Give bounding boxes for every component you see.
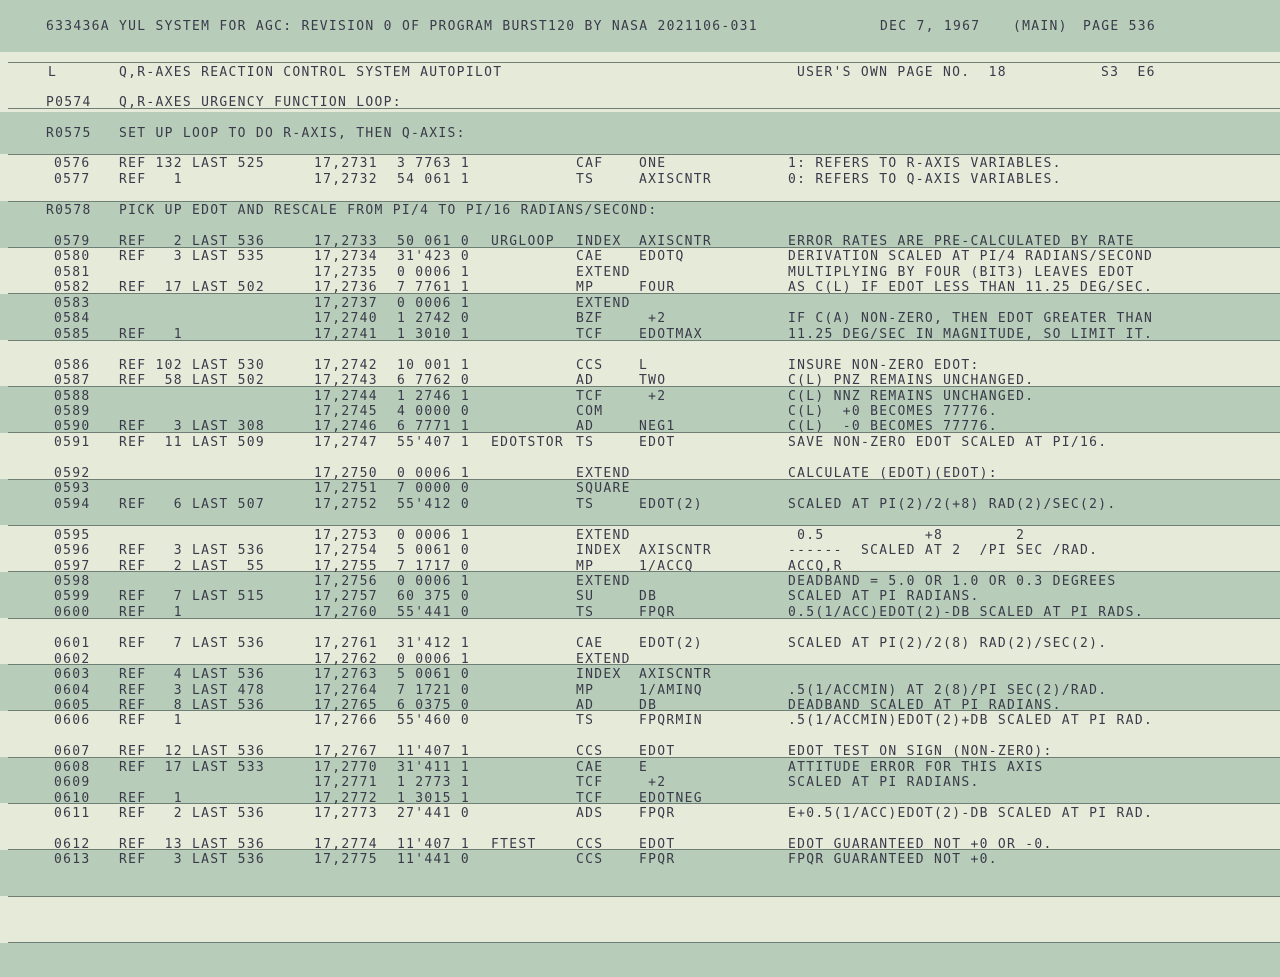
ref-info: REF 12 LAST 536 — [119, 744, 266, 759]
section-code: S3 E6 — [1101, 65, 1156, 80]
address: 17,2755 — [314, 559, 378, 574]
comment: DEADBAND SCALED AT PI RADIANS. — [788, 698, 1062, 713]
octal-word: 7 7761 1 — [397, 280, 471, 295]
line-number: 0608 — [54, 760, 91, 775]
ref-info: REF 2 LAST 536 — [119, 234, 266, 249]
address: 17,2750 — [314, 466, 378, 481]
line-number: 0604 — [54, 683, 91, 698]
operand: AXISCNTR — [639, 667, 713, 682]
address: 17,2756 — [314, 574, 378, 589]
symbol-label: URGLOOP — [491, 234, 555, 249]
octal-word: 1 2773 1 — [397, 775, 471, 790]
line-number: 0595 — [54, 528, 91, 543]
rule-line — [8, 896, 1280, 897]
octal-word: 0 0006 1 — [397, 652, 471, 667]
address: 17,2774 — [314, 837, 378, 852]
address: 17,2740 — [314, 311, 378, 326]
opcode: INDEX — [576, 234, 622, 249]
octal-word: 1 3015 1 — [397, 791, 471, 806]
address: 17,2767 — [314, 744, 378, 759]
opcode: CAF — [576, 156, 604, 171]
listing-page-number: PAGE 536 — [1083, 19, 1157, 34]
comment: EDOT TEST ON SIGN (NON-ZERO): — [788, 744, 1053, 759]
symbol-label: FTEST — [491, 837, 537, 852]
opcode: EXTEND — [576, 574, 631, 589]
ref-info: REF 6 LAST 507 — [119, 497, 266, 512]
address: 17,2743 — [314, 373, 378, 388]
line-number: 0582 — [54, 280, 91, 295]
comment: SCALED AT PI RADIANS. — [788, 775, 980, 790]
operand: +2 — [639, 311, 667, 326]
operand: +2 — [639, 389, 667, 404]
remark-text: PICK UP EDOT AND RESCALE FROM PI/4 TO PI/16 RADIANS/SECOND: — [119, 203, 658, 218]
octal-word: 6 0375 0 — [397, 698, 471, 713]
comment: CALCULATE (EDOT)(EDOT): — [788, 466, 998, 481]
opcode: CCS — [576, 837, 604, 852]
opcode: CCS — [576, 744, 604, 759]
octal-word: 55'407 1 — [397, 435, 471, 450]
comment: ACCQ,R — [788, 559, 843, 574]
operand: FPQRMIN — [639, 713, 703, 728]
line-number: 0607 — [54, 744, 91, 759]
address: 17,2765 — [314, 698, 378, 713]
opcode: EXTEND — [576, 466, 631, 481]
comment: 1: REFERS TO R-AXIS VARIABLES. — [788, 156, 1062, 171]
operand: L — [639, 358, 649, 373]
rule-line — [8, 154, 1280, 155]
operand: AXISCNTR — [639, 234, 713, 249]
opcode: MP — [576, 683, 595, 698]
listing-title: Q,R-AXES REACTION CONTROL SYSTEM AUTOPILOT — [119, 65, 503, 80]
operand: 1/AMINQ — [639, 683, 703, 698]
opcode: SQUARE — [576, 481, 631, 496]
octal-word: 5 0061 0 — [397, 667, 471, 682]
octal-word: 11'441 0 — [397, 852, 471, 867]
address: 17,2757 — [314, 589, 378, 604]
opcode: CAE — [576, 760, 604, 775]
opcode: CAE — [576, 249, 604, 264]
opcode: COM — [576, 404, 604, 419]
rule-line — [8, 664, 1280, 665]
line-number: 0611 — [54, 806, 91, 821]
ref-info: REF 1 — [119, 713, 183, 728]
opcode: MP — [576, 559, 595, 574]
listing-type: L — [48, 65, 58, 80]
octal-word: 1 2742 0 — [397, 311, 471, 326]
line-number: 0600 — [54, 605, 91, 620]
address: 17,2753 — [314, 528, 378, 543]
address: 17,2745 — [314, 404, 378, 419]
comment: AS C(L) IF EDOT LESS THAN 11.25 DEG/SEC. — [788, 280, 1154, 295]
ref-info: REF 17 LAST 502 — [119, 280, 266, 295]
opcode: MP — [576, 280, 595, 295]
opcode: BZF — [576, 311, 604, 326]
operand: ONE — [639, 156, 667, 171]
ref-info: REF 132 LAST 525 — [119, 156, 266, 171]
comment: C(L) NNZ REMAINS UNCHANGED. — [788, 389, 1035, 404]
address: 17,2733 — [314, 234, 378, 249]
operand: FPQR — [639, 852, 676, 867]
address: 17,2752 — [314, 497, 378, 512]
opcode: CCS — [576, 852, 604, 867]
operand: EDOTMAX — [639, 327, 703, 342]
opcode: SU — [576, 589, 595, 604]
remark-id: R0575 — [46, 126, 92, 141]
opcode: INDEX — [576, 543, 622, 558]
operand: AXISCNTR — [639, 543, 713, 558]
comment: 0: REFERS TO Q-AXIS VARIABLES. — [788, 172, 1062, 187]
ref-info: REF 3 LAST 535 — [119, 249, 266, 264]
line-number: 0591 — [54, 435, 91, 450]
comment: SCALED AT PI(2)/2(8) RAD(2)/SEC(2). — [788, 636, 1108, 651]
address: 17,2735 — [314, 265, 378, 280]
listing-job-header: 633436A YUL SYSTEM FOR AGC: REVISION 0 OF PROGRAM BURST120 BY NASA 2021106-031 — [46, 19, 758, 34]
comment: IF C(A) NON-ZERO, THEN EDOT GREATER THAN — [788, 311, 1154, 326]
address: 17,2763 — [314, 667, 378, 682]
comment: MULTIPLYING BY FOUR (BIT3) LEAVES EDOT — [788, 265, 1135, 280]
line-number: 0592 — [54, 466, 91, 481]
address: 17,2747 — [314, 435, 378, 450]
address: 17,2736 — [314, 280, 378, 295]
ref-info: REF 3 LAST 478 — [119, 683, 266, 698]
line-number: 0576 — [54, 156, 91, 171]
remark-id: P0574 — [46, 95, 92, 110]
operand: DB — [639, 698, 658, 713]
comment: INSURE NON-ZERO EDOT: — [788, 358, 980, 373]
address: 17,2744 — [314, 389, 378, 404]
address: 17,2746 — [314, 419, 378, 434]
line-number: 0579 — [54, 234, 91, 249]
operand: E — [639, 760, 649, 775]
ref-info: REF 3 LAST 536 — [119, 543, 266, 558]
address: 17,2760 — [314, 605, 378, 620]
comment: SAVE NON-ZERO EDOT SCALED AT PI/16. — [788, 435, 1108, 450]
opcode: AD — [576, 698, 595, 713]
line-number: 0603 — [54, 667, 91, 682]
opcode: ADS — [576, 806, 604, 821]
ref-info: REF 1 — [119, 327, 183, 342]
rule-line — [8, 201, 1280, 202]
ref-info: REF 7 LAST 515 — [119, 589, 266, 604]
remark-text: Q,R-AXES URGENCY FUNCTION LOOP: — [119, 95, 402, 110]
address: 17,2770 — [314, 760, 378, 775]
operand: 1/ACCQ — [639, 559, 694, 574]
listing-date: DEC 7, 1967 — [880, 19, 981, 34]
comment: ATTITUDE ERROR FOR THIS AXIS — [788, 760, 1044, 775]
comment: EDOT GUARANTEED NOT +0 OR -0. — [788, 837, 1053, 852]
operand: FPQR — [639, 605, 676, 620]
octal-word: 0 0006 1 — [397, 466, 471, 481]
line-number: 0599 — [54, 589, 91, 604]
operand: AXISCNTR — [639, 172, 713, 187]
octal-word: 11'407 1 — [397, 837, 471, 852]
line-number: 0588 — [54, 389, 91, 404]
opcode: AD — [576, 419, 595, 434]
ref-info: REF 17 LAST 533 — [119, 760, 266, 775]
opcode: EXTEND — [576, 296, 631, 311]
opcode: CCS — [576, 358, 604, 373]
paper-band — [0, 896, 1280, 943]
comment: SCALED AT PI RADIANS. — [788, 589, 980, 604]
comment: ERROR RATES ARE PRE-CALCULATED BY RATE — [788, 234, 1135, 249]
address: 17,2773 — [314, 806, 378, 821]
comment: SCALED AT PI(2)/2(+8) RAD(2)/SEC(2). — [788, 497, 1117, 512]
octal-word: 4 0000 0 — [397, 404, 471, 419]
operand: EDOT(2) — [639, 636, 703, 651]
ref-info: REF 3 LAST 536 — [119, 852, 266, 867]
address: 17,2741 — [314, 327, 378, 342]
line-number: 0584 — [54, 311, 91, 326]
comment: .5(1/ACCMIN) AT 2(8)/PI SEC(2)/RAD. — [788, 683, 1108, 698]
octal-word: 7 0000 0 — [397, 481, 471, 496]
line-number: 0597 — [54, 559, 91, 574]
opcode: TCF — [576, 389, 604, 404]
octal-word: 27'441 0 — [397, 806, 471, 821]
opcode: CAE — [576, 636, 604, 651]
operand: EDOTQ — [639, 249, 685, 264]
rule-line — [8, 942, 1280, 943]
ref-info: REF 1 — [119, 791, 183, 806]
operand: EDOT — [639, 837, 676, 852]
line-number: 0580 — [54, 249, 91, 264]
address: 17,2761 — [314, 636, 378, 651]
line-number: 0601 — [54, 636, 91, 651]
octal-word: 55'460 0 — [397, 713, 471, 728]
address: 17,2737 — [314, 296, 378, 311]
opcode: TS — [576, 172, 595, 187]
opcode: TCF — [576, 775, 604, 790]
octal-word: 1 3010 1 — [397, 327, 471, 342]
line-number: 0612 — [54, 837, 91, 852]
line-number: 0598 — [54, 574, 91, 589]
comment: 0.5 +8 2 — [788, 528, 1026, 543]
comment: ------ SCALED AT 2 /PI SEC /RAD. — [788, 543, 1099, 558]
opcode: TCF — [576, 791, 604, 806]
ref-info: REF 8 LAST 536 — [119, 698, 266, 713]
octal-word: 3 7763 1 — [397, 156, 471, 171]
octal-word: 31'411 1 — [397, 760, 471, 775]
ref-info: REF 3 LAST 308 — [119, 419, 266, 434]
octal-word: 0 0006 1 — [397, 296, 471, 311]
opcode: TS — [576, 497, 595, 512]
operand: NEG1 — [639, 419, 676, 434]
opcode: TS — [576, 605, 595, 620]
line-number: 0590 — [54, 419, 91, 434]
paper-band — [0, 943, 1280, 977]
ref-info: REF 7 LAST 536 — [119, 636, 266, 651]
octal-word: 5 0061 0 — [397, 543, 471, 558]
line-number: 0586 — [54, 358, 91, 373]
line-number: 0596 — [54, 543, 91, 558]
address: 17,2754 — [314, 543, 378, 558]
comment: E+0.5(1/ACC)EDOT(2)-DB SCALED AT PI RAD. — [788, 806, 1154, 821]
ref-info: REF 58 LAST 502 — [119, 373, 266, 388]
opcode: AD — [576, 373, 595, 388]
comment: DERIVATION SCALED AT PI/4 RADIANS/SECOND — [788, 249, 1154, 264]
operand: FOUR — [639, 280, 676, 295]
line-number: 0613 — [54, 852, 91, 867]
line-number: 0589 — [54, 404, 91, 419]
octal-word: 55'412 0 — [397, 497, 471, 512]
comment: C(L) PNZ REMAINS UNCHANGED. — [788, 373, 1035, 388]
line-number: 0583 — [54, 296, 91, 311]
octal-word: 55'441 0 — [397, 605, 471, 620]
octal-word: 0 0006 1 — [397, 574, 471, 589]
line-number: 0610 — [54, 791, 91, 806]
address: 17,2751 — [314, 481, 378, 496]
line-number: 0602 — [54, 652, 91, 667]
address: 17,2731 — [314, 156, 378, 171]
operand: EDOT(2) — [639, 497, 703, 512]
octal-word: 10 001 1 — [397, 358, 471, 373]
comment: C(L) +0 BECOMES 77776. — [788, 404, 998, 419]
rule-line — [8, 479, 1280, 480]
comment: C(L) -0 BECOMES 77776. — [788, 419, 998, 434]
address: 17,2742 — [314, 358, 378, 373]
comment: 11.25 DEG/SEC IN MAGNITUDE, SO LIMIT IT. — [788, 327, 1154, 342]
ref-info: REF 2 LAST 536 — [119, 806, 266, 821]
user-page-number: USER'S OWN PAGE NO. 18 — [797, 65, 1007, 80]
ref-info: REF 102 LAST 530 — [119, 358, 266, 373]
address: 17,2772 — [314, 791, 378, 806]
comment: .5(1/ACCMIN)EDOT(2)+DB SCALED AT PI RAD. — [788, 713, 1154, 728]
address: 17,2734 — [314, 249, 378, 264]
rule-line — [8, 525, 1280, 526]
opcode: INDEX — [576, 667, 622, 682]
ref-info: REF 11 LAST 509 — [119, 435, 266, 450]
ref-info: REF 4 LAST 536 — [119, 667, 266, 682]
listing-tag: (MAIN) — [1013, 19, 1068, 34]
opcode: EXTEND — [576, 265, 631, 280]
address: 17,2771 — [314, 775, 378, 790]
operand: DB — [639, 589, 658, 604]
octal-word: 6 7762 0 — [397, 373, 471, 388]
octal-word: 1 2746 1 — [397, 389, 471, 404]
line-number: 0606 — [54, 713, 91, 728]
octal-word: 7 1717 0 — [397, 559, 471, 574]
opcode: TCF — [576, 327, 604, 342]
operand: +2 — [639, 775, 667, 790]
line-number: 0605 — [54, 698, 91, 713]
operand: TWO — [639, 373, 667, 388]
opcode: EXTEND — [576, 652, 631, 667]
comment: DEADBAND = 5.0 OR 1.0 OR 0.3 DEGREES — [788, 574, 1117, 589]
opcode: TS — [576, 713, 595, 728]
line-number: 0577 — [54, 172, 91, 187]
ref-info: REF 2 LAST 55 — [119, 559, 266, 574]
octal-word: 6 7771 1 — [397, 419, 471, 434]
octal-word: 31'412 1 — [397, 636, 471, 651]
operand: EDOTNEG — [639, 791, 703, 806]
rule-line — [8, 62, 1280, 63]
opcode: TS — [576, 435, 595, 450]
line-number: 0585 — [54, 327, 91, 342]
address: 17,2766 — [314, 713, 378, 728]
octal-word: 11'407 1 — [397, 744, 471, 759]
line-number: 0609 — [54, 775, 91, 790]
line-number: 0581 — [54, 265, 91, 280]
line-number: 0593 — [54, 481, 91, 496]
octal-word: 0 0006 1 — [397, 528, 471, 543]
remark-id: R0578 — [46, 203, 92, 218]
ref-info: REF 1 — [119, 605, 183, 620]
octal-word: 54 061 1 — [397, 172, 471, 187]
ref-info: REF 13 LAST 536 — [119, 837, 266, 852]
octal-word: 0 0006 1 — [397, 265, 471, 280]
operand: EDOT — [639, 435, 676, 450]
symbol-label: EDOTSTOR — [491, 435, 565, 450]
address: 17,2762 — [314, 652, 378, 667]
octal-word: 7 1721 0 — [397, 683, 471, 698]
octal-word: 60 375 0 — [397, 589, 471, 604]
address: 17,2732 — [314, 172, 378, 187]
octal-word: 31'423 0 — [397, 249, 471, 264]
comment: FPQR GUARANTEED NOT +0. — [788, 852, 998, 867]
address: 17,2764 — [314, 683, 378, 698]
comment: 0.5(1/ACC)EDOT(2)-DB SCALED AT PI RADS. — [788, 605, 1144, 620]
operand: FPQR — [639, 806, 676, 821]
remark-text: SET UP LOOP TO DO R-AXIS, THEN Q-AXIS: — [119, 126, 466, 141]
line-number: 0594 — [54, 497, 91, 512]
opcode: EXTEND — [576, 528, 631, 543]
octal-word: 50 061 0 — [397, 234, 471, 249]
ref-info: REF 1 — [119, 172, 183, 187]
operand: EDOT — [639, 744, 676, 759]
line-number: 0587 — [54, 373, 91, 388]
address: 17,2775 — [314, 852, 378, 867]
